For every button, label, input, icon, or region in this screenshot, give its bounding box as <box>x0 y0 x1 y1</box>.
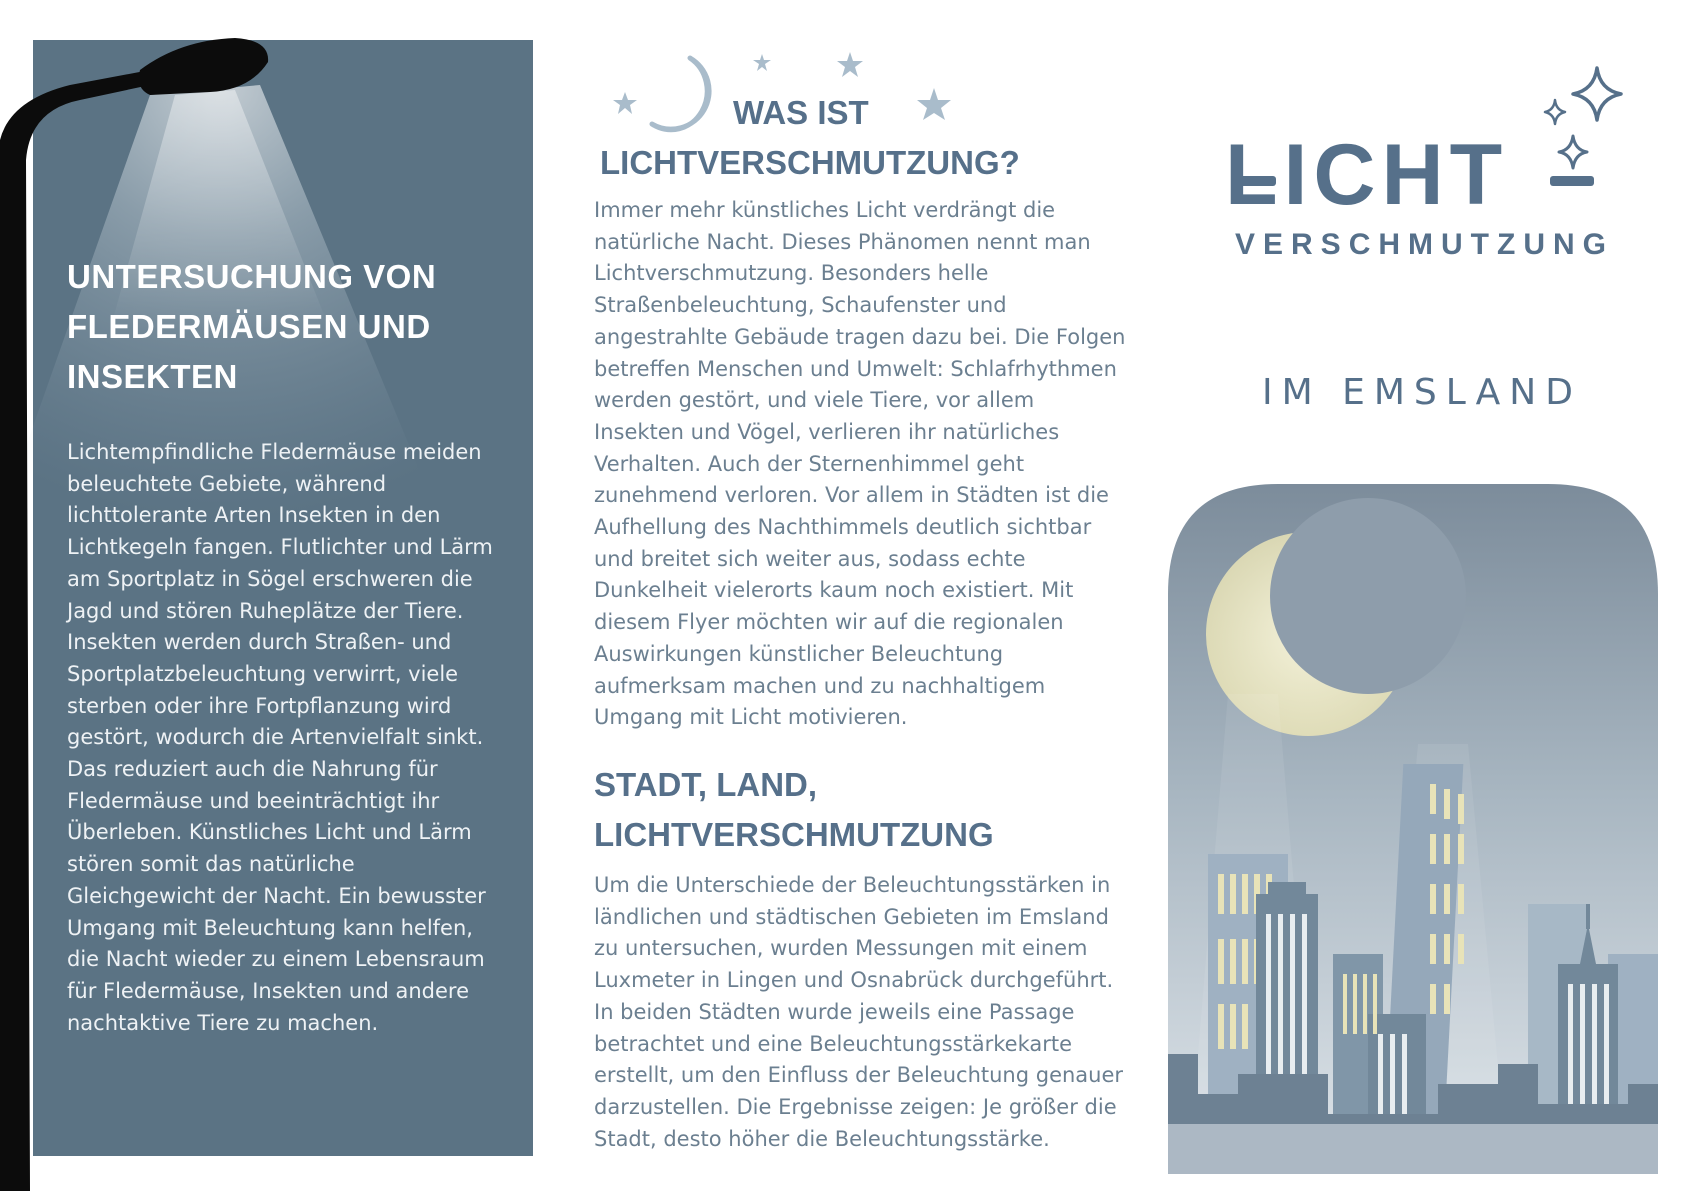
text-line: und breitet sich weiter aus, sodass echte <box>594 546 1026 571</box>
text-line: beleuchtete Gebiete, während <box>67 471 387 496</box>
what-is-title <box>600 88 1020 188</box>
logo-subtitle: VERSCHMUTZUNG <box>1235 228 1614 261</box>
text-line: Luxmeter in Lingen und Osnabrück durchgeführt. <box>594 968 1114 993</box>
text-line: erstellt, um den Einfluss der Beleuchtung genauer <box>594 1063 1124 1088</box>
text-line: Überleben. Künstliches Licht und Lärm <box>67 820 472 845</box>
text-line: Um die Unterschiede der Beleuchtungsstärken in <box>594 873 1111 897</box>
text-line: Dunkelheit vielerorts kaum noch existiert. Mit <box>594 578 1074 603</box>
logo-dash-right <box>1550 176 1594 186</box>
text-line: betrachtet und eine Beleuchtungsstärkekarte <box>594 1031 1073 1056</box>
text-line: Sportplatzbeleuchtung verwirrt, viele <box>67 661 459 686</box>
text-line: Das reduziert auch die Nahrung für <box>67 757 438 782</box>
text-line: Stadt, desto höher die Beleuchtungsstärke. <box>594 1126 1050 1151</box>
text-line: Verhalten. Auch der Sternenhimmel geht <box>594 451 1025 476</box>
sparkle-icon <box>1535 60 1635 180</box>
text-line: Jagd und stören Ruheplätze der Tiere. <box>67 598 464 623</box>
text-line: natürliche Nacht. Dieses Phänomen nennt man <box>594 229 1091 254</box>
text-line: ländlichen und städtischen Gebieten im Emsland <box>594 904 1109 929</box>
text-line: Insekten und Vögel, verlieren ihr natürliches <box>594 419 1060 444</box>
city-country-title <box>594 760 994 860</box>
left-title-line: FLEDERMÄUSEN UND <box>67 308 431 345</box>
title-line: LICHTVERSCHMUTZUNG? <box>600 144 1020 181</box>
city-skyline-illustration <box>1168 484 1658 1174</box>
text-line: angestrahlte Gebäude tragen dazu bei. Die Folgen <box>594 324 1126 349</box>
text-line: diesem Flyer möchten wir auf die regionalen <box>594 610 1064 635</box>
text-line: sterben oder ihre Fortpflanzung wird <box>67 693 452 718</box>
text-line: darzustellen. Die Ergebnisse zeigen: Je größer die <box>594 1094 1117 1119</box>
text-line: Immer mehr künstliches Licht verdrängt die <box>594 198 1056 222</box>
text-line: In beiden Städten wurde jeweils eine Passage <box>594 999 1075 1024</box>
left-title-line: UNTERSUCHUNG VON <box>67 258 437 295</box>
text-line: am Sportplatz in Sögel erschweren die <box>67 566 473 591</box>
text-line: Lichtempfindliche Fledermäuse meiden <box>67 440 482 464</box>
star-icon <box>753 54 771 71</box>
intro-body-text <box>594 195 1154 734</box>
text-line: lichttolerante Arten Insekten in den <box>67 503 441 528</box>
left-body-text <box>67 437 507 1039</box>
logo-title: LICHT <box>1225 127 1509 223</box>
text-line: werden gestört, und viele Tiere, vor allem <box>594 388 1035 413</box>
left-title <box>67 252 507 402</box>
text-line: Aufhellung des Nachthimmels deutlich sichtbar <box>594 515 1092 540</box>
star-icon <box>837 52 863 77</box>
text-line: aufmerksam machen und zu nachhaltigem <box>594 673 1046 698</box>
text-line: Umgang mit Beleuchtung kann helfen, <box>67 915 473 940</box>
text-line: betreffen Menschen und Umwelt: Schlafrhythmen <box>594 356 1117 381</box>
text-line: stören somit das natürliche <box>67 852 355 877</box>
text-line: zunehmend verloren. Vor allem in Städten ist die <box>594 483 1109 508</box>
text-line: gestört, wodurch die Artenvielfalt sinkt. <box>67 725 484 750</box>
title-line: STADT, LAND, <box>594 766 818 803</box>
text-line: Lichtkegeln fangen. Flutlichter und Lärm <box>67 535 493 560</box>
text-line: zu untersuchen, wurden Messungen mit einem <box>594 936 1088 961</box>
text-line: Lichtverschmutzung. Besonders helle <box>594 261 989 286</box>
text-line: Umgang mit Licht motivieren. <box>594 705 908 730</box>
title-line: WAS IST <box>733 94 869 131</box>
text-line: Straßenbeleuchtung, Schaufenster und <box>594 293 1007 318</box>
text-line: Gleichgewicht der Nacht. Ein bewusster <box>67 883 486 908</box>
text-line: Auswirkungen künstlicher Beleuchtung <box>594 641 1004 666</box>
text-line: nachtaktive Tiere zu machen. <box>67 1010 379 1035</box>
text-line: Insekten werden durch Straßen- und <box>67 630 452 655</box>
text-line: für Fledermäuse, Insekten und andere <box>67 978 470 1003</box>
region-label: IM EMSLAND <box>1262 372 1582 413</box>
text-line: die Nacht wieder zu einem Lebensraum <box>67 947 485 972</box>
title-line: LICHTVERSCHMUTZUNG <box>594 816 994 853</box>
study-body-text <box>594 870 1154 1155</box>
text-line: Fledermäuse und beeinträchtigt ihr <box>67 788 440 813</box>
left-title-line: INSEKTEN <box>67 358 238 395</box>
